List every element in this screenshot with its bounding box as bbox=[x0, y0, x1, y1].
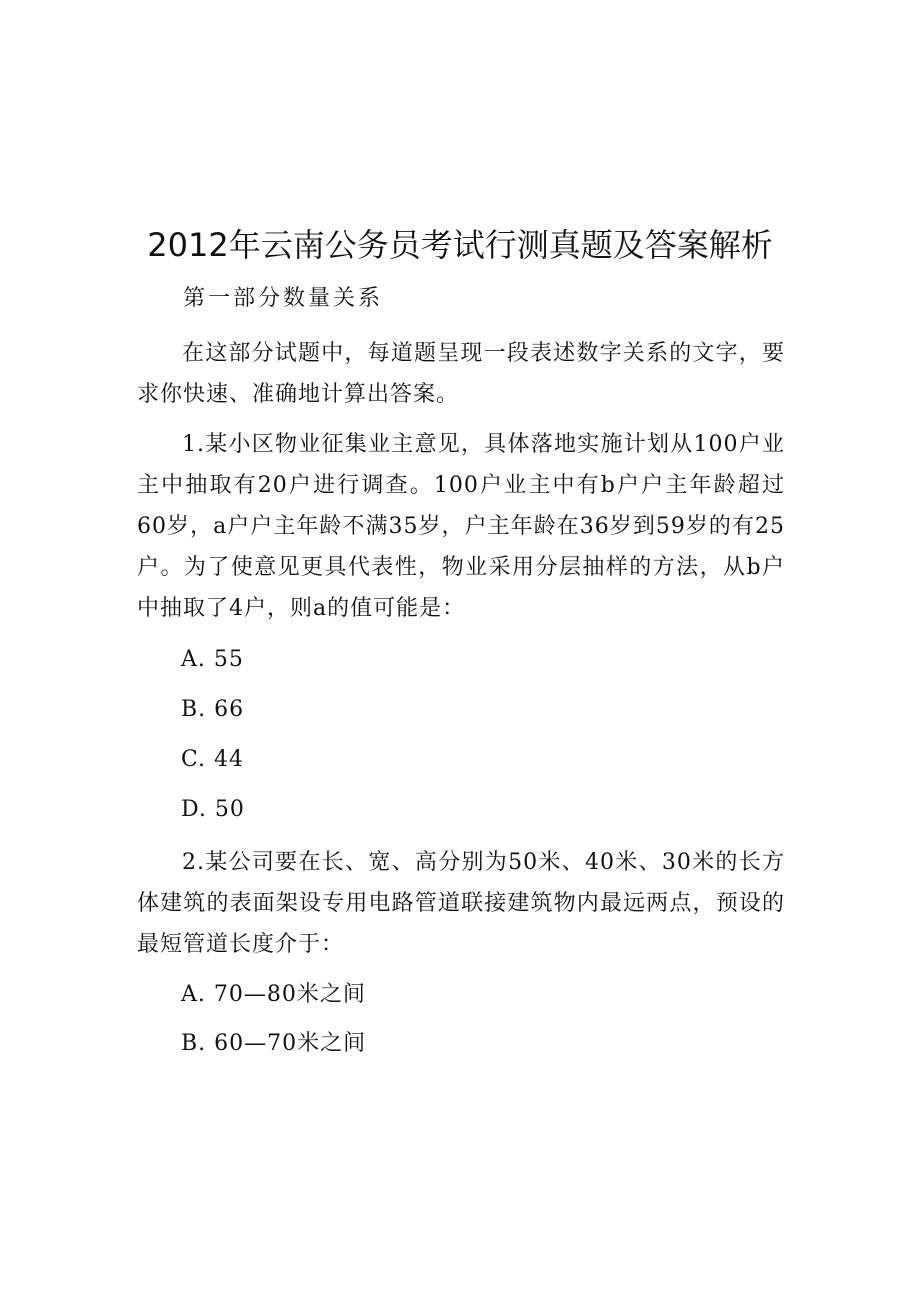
question-2-option-a: A. 70—80米之间 bbox=[181, 982, 366, 1007]
document-title: 2012年云南公务员考试行测真题及答案解析 bbox=[147, 226, 773, 264]
question-1-option-a: A. 55 bbox=[181, 647, 244, 672]
question-1-option-c: C. 44 bbox=[181, 747, 245, 772]
question-2-option-b: B. 60—70米之间 bbox=[181, 1031, 367, 1056]
question-1-option-b: B. 66 bbox=[181, 697, 245, 722]
question-1-stem: 1.某小区物业征集业主意见，具体落地实施计划从100户业主中抽取有20户进行调查。100户业主中有b户户主年龄超过60岁，a户户主年龄不满35岁，户主年龄在36岁到59岁的有25户。为了使意见更具代表性，物业采用分层抽样的方法，从b户中抽取了4户，则a的值可能是： bbox=[137, 432, 785, 621]
intro-paragraph: 在这部分试题中，每道题呈现一段表述数字关系的文字，要求你快速、准确地计算出答案。 bbox=[137, 341, 785, 407]
question-1-option-d: D. 50 bbox=[181, 797, 245, 822]
section-heading: 第一部分数量关系 bbox=[183, 286, 384, 311]
question-2-stem: 2.某公司要在长、宽、高分别为50米、40米、30米的长方体建筑的表面架设专用电路管道联接建筑物内最远两点，预设的最短管道长度介于： bbox=[137, 850, 785, 957]
